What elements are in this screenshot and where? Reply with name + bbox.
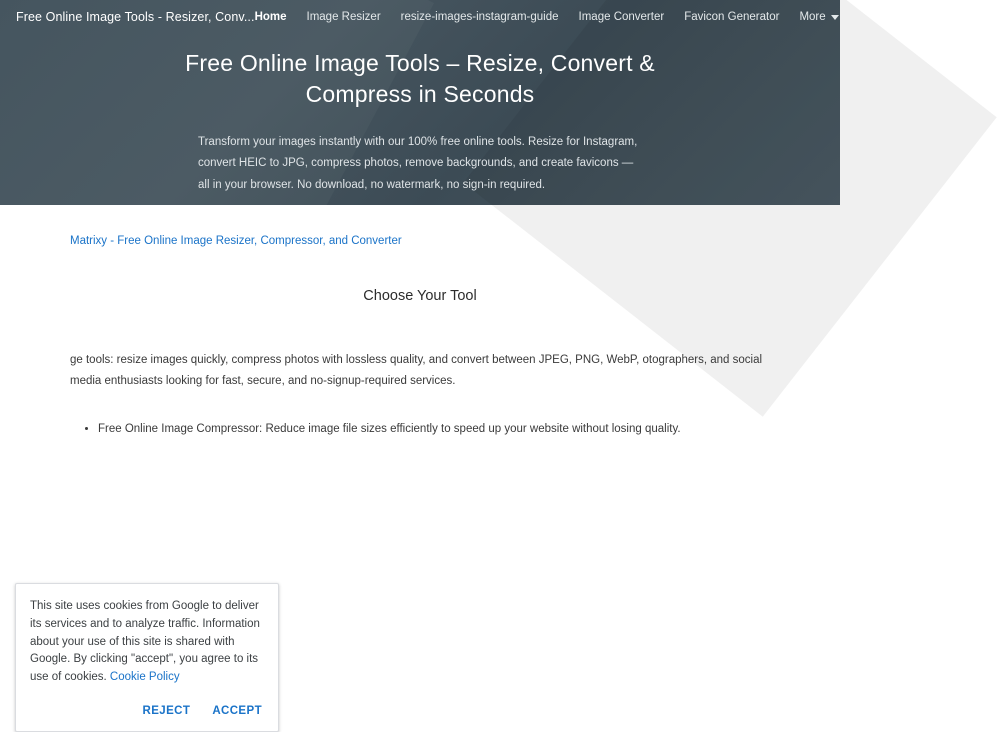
search-icon[interactable] xyxy=(875,9,891,25)
nav-item-resize-images-instagram-guide[interactable]: resize-images-instagram-guide xyxy=(400,11,559,23)
top-navigation-bar xyxy=(0,0,840,34)
nav-item-home[interactable]: Home xyxy=(254,11,287,23)
hero-body xyxy=(0,34,840,196)
chevron-down-icon xyxy=(831,15,839,20)
reject-button[interactable]: REJECT xyxy=(142,705,191,718)
hero-description: Transform your images instantly with our 100% free online tools. Resize for Instagram, convert HEIC to JPG, compress photos, remove backgrounds, and create favicons — all in your browser. No download, no watermark, no sign-in required. xyxy=(198,136,638,191)
nav-item-favicon-generator[interactable]: Favicon Generator xyxy=(684,11,780,23)
nav-links xyxy=(255,9,897,25)
cookie-banner-text xyxy=(16,584,278,697)
features-list xyxy=(16,419,824,440)
intro-block xyxy=(70,350,770,393)
list-item: • Free Online Image Compressor: Reduce image file sizes efficiently to speed up your website without losing quality. xyxy=(98,419,824,440)
intro-paragraph: ge tools: resize images quickly, compress photos with lossless quality, and convert between JPEG, PNG, WebP, otographers, and social media enthusiasts looking for fast, secure, and no-signup-required services. xyxy=(70,354,763,388)
nav-item-image-resizer[interactable]: Image Resizer xyxy=(306,11,381,23)
page-title: Free Online Image Tools – Resize, Convert & Compress in Seconds xyxy=(185,50,655,108)
cookie-banner-message: This site uses cookies from Google to deliver its services and to analyze traffic. Information about your use of this site is shared with Google. By clicking "accept", you agree to its use of cookies. xyxy=(30,600,260,684)
section-heading-choose-your-tool: Choose Your Tool xyxy=(363,288,477,304)
cookie-banner-actions xyxy=(16,697,278,731)
nav-item-more[interactable] xyxy=(799,11,838,23)
cookie-policy-link[interactable]: Cookie Policy xyxy=(109,671,180,684)
breadcrumb[interactable]: Matrixy - Free Online Image Resizer, Compressor, and Converter xyxy=(70,235,402,247)
main-content xyxy=(0,235,840,718)
site-title[interactable]: Free Online Image Tools - Resizer, Conv... xyxy=(16,10,255,24)
cookie-consent-banner xyxy=(15,583,279,732)
hero-section xyxy=(0,0,840,205)
nav-item-image-converter[interactable]: Image Converter xyxy=(578,11,665,23)
nav-more-label: More xyxy=(799,11,826,23)
accept-button[interactable]: ACCEPT xyxy=(212,705,262,718)
